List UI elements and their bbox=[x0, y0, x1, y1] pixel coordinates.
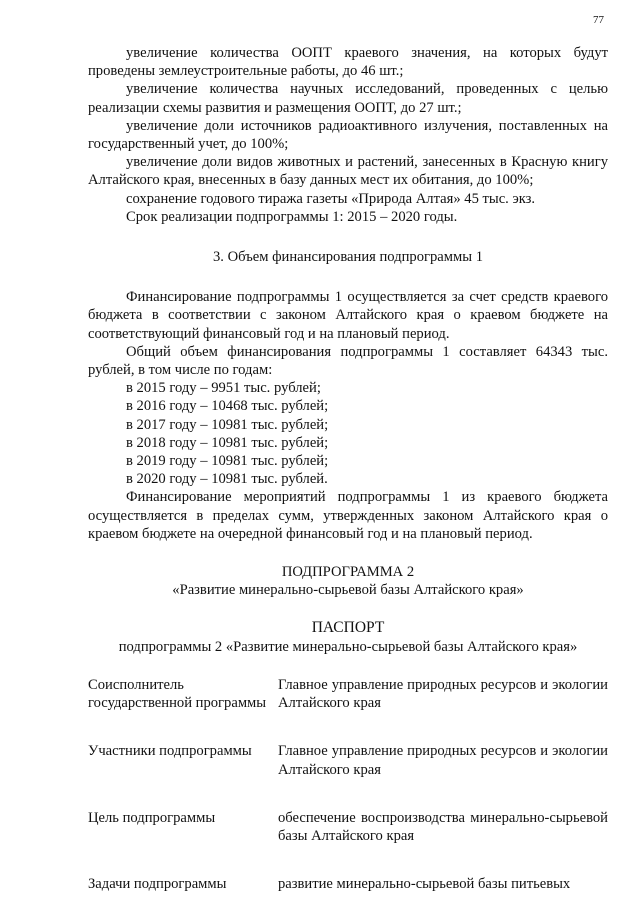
document-body bbox=[88, 44, 608, 893]
passport-title: ПАСПОРТ bbox=[311, 619, 385, 637]
financing-year-item: в 2017 году – 10981 тыс. рублей; bbox=[126, 416, 329, 433]
passport-row-value: обеспечение воспроизводства минерально-сырьевой базы Алтайского края bbox=[278, 809, 608, 844]
goal-paragraph: увеличение количества научных исследований, проведенных с целью реализации схемы развития и размещения ООПТ, до 27 шт.; bbox=[88, 81, 608, 116]
subprogram-title: ПОДПРОГРАММА 2 bbox=[281, 564, 415, 581]
passport-row-value: Главное управление природных ресурсов и экологии Алтайского края bbox=[278, 676, 608, 712]
financing-year-item: в 2019 году – 10981 тыс. рублей; bbox=[126, 453, 329, 470]
goal-paragraph: увеличение количества ООПТ краевого значения, на которых будут проведены землеустроительные работы, до 46 шт.; bbox=[88, 45, 608, 80]
section-heading: 3. Объем финансирования подпрограммы 1 bbox=[213, 249, 483, 266]
passport-row-label: Задачи подпрограммы bbox=[88, 876, 227, 893]
financing-paragraph: Финансирование подпрограммы 1 осуществляется за счет средств краевого бюджета в соответствии с законом Алтайского края о краевом бюджете на соответствующий финансовый год и на плановый период. bbox=[88, 289, 608, 342]
page-number: 77 bbox=[593, 14, 604, 26]
passport-row-label: Цель подпрограммы bbox=[88, 809, 216, 826]
financing-year-item: в 2016 году – 10468 тыс. рублей; bbox=[126, 398, 329, 415]
passport-table bbox=[88, 676, 608, 893]
passport-row-value: развитие минерально-сырьевой базы питьевых bbox=[278, 876, 571, 893]
goal-paragraph: увеличение доли источников радиоактивного излучения, поставленных на государственный учет, до 100%; bbox=[88, 117, 608, 153]
passport-subtitle: подпрограммы 2 «Развитие минерально-сырьевой базы Алтайского края» bbox=[118, 638, 578, 655]
financing-year-item: в 2020 году – 10981 тыс. рублей. bbox=[126, 471, 328, 488]
goal-paragraph: увеличение доли видов животных и растений, занесенных в Красную книгу Алтайского края, внесенных в базу данных мест их обитания, до 100%; bbox=[88, 154, 608, 189]
passport-row-value: Главное управление природных ресурсов и экологии Алтайского края bbox=[278, 743, 608, 778]
financing-total-paragraph: Общий объем финансирования подпрограммы 1 составляет 64343 тыс. рублей, в том числе по годам: bbox=[88, 343, 608, 379]
financing-year-item: в 2015 году – 9951 тыс. рублей; bbox=[126, 380, 321, 397]
financing-limits-paragraph: Финансирование мероприятий подпрограммы 1 из краевого бюджета осуществляется в пределах сумм, утвержденных законом Алтайского края о краевом бюджете на очередной финансовый год и на плановый период. bbox=[88, 489, 608, 542]
passport-row-label: Участники подпрограммы bbox=[88, 743, 252, 760]
financing-year-item: в 2018 году – 10981 тыс. рублей; bbox=[126, 434, 329, 451]
subprogram-subtitle: «Развитие минерально-сырьевой базы Алтайского края» bbox=[172, 582, 524, 599]
goal-paragraph: сохранение годового тиража газеты «Природа Алтая» 45 тыс. экз. bbox=[126, 190, 536, 207]
implementation-period: Срок реализации подпрограммы 1: 2015 – 2020 годы. bbox=[126, 208, 458, 225]
passport-row-label: Соисполнитель государственной программы bbox=[88, 676, 267, 712]
